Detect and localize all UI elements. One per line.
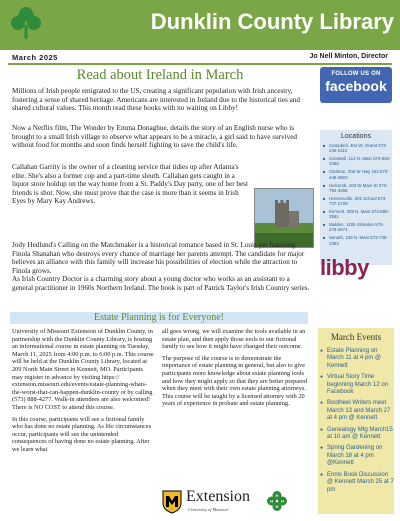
header-divider (8, 63, 392, 65)
estate-column-2 (162, 328, 310, 412)
libby-logo: libby (320, 255, 369, 280)
svg-text:H: H (275, 493, 279, 498)
estate-paragraph: In this course, participants will see a fictional family who has done no estate planning. As life circumstances occur, participants will see the unintended consequences of having done no estate planning. After we learn what (12, 415, 152, 453)
events-list (318, 348, 394, 494)
location-item: ■ Senath, 108 N. Main 573-738-2363 (329, 235, 392, 245)
estate-paragraph: University of Missouri Extension of Dunklin County, in partnership with the Dunklin County Library, is hosting an informational course in estate planning on Tuesday, March 11, 2025 from 4:00 p.m. to 6:00 p.m. This course will be held at the Dunklin County Library, located at 209 North Main Street in Kennett, MO. Participants may register in advance by visiting https:// extension.missouri.edu/events/estate-planning-whats-the-worst-that-can-happen-dunklin-county or by calling (573) 888-4277. Walk-in attendees are also welcomed! There is NO COST to attend this course. (12, 328, 154, 411)
issue-date: March 2025 (12, 53, 58, 62)
irish-castle-image (254, 188, 314, 248)
lead-paragraph-4 (12, 241, 314, 275)
lead-text-3: Callahan Garrity is the owner of a cleaning service that tidies up after Atlanta's elite. She's also a former cop and a part-time sleuth. Callahan gets caught in a liquor store holdup on the way home from a St. Paddy's Day party, one of her best friends is shot. Now, she must prove that the case is more than it seems in Irish Eyes by Mary Kay Andrews. (12, 163, 248, 206)
lead-paragraph-5 (12, 275, 312, 292)
lead-text-1: Millions of Irish people emigrated to the US, creating a significant population with Irish ancestry, fostering a sense of shared heritage. Americans are interested in Ireland due to the historical ties and shared cultural values. This month read these books with no waiting on Libby! (12, 87, 300, 113)
march-events-panel (318, 328, 394, 514)
locations-list (320, 143, 392, 246)
mizzou-shield-icon (162, 490, 182, 514)
facebook-follow-label: FOLLOW US ON (331, 71, 381, 77)
estate-paragraph: all goes wrong, we will examine the tools available in an estate plan, and then apply those tools to our fictional family to see how it might have changed their outcome. (162, 328, 306, 351)
estate-paragraph: The purpose of the course is to demonstrate the importance of estate planning in general, but also to give participants more knowledge about estate planning tools and how they might apply so that they are better prepared when they meet with their own estate planning attorneys. This course will be taught by a licensed attorney with 20 years of experience in probate and estate planning. (162, 354, 308, 408)
location-item: ■ Campbell, 404 W. Grand 573-246-2112 (329, 143, 392, 153)
svg-text:H: H (281, 498, 284, 504)
lead-paragraph-1 (12, 87, 314, 113)
event-item: ● Estate Planning on March 11 at 4 pm @ Kennett (327, 348, 394, 370)
lead-text-4: Jody Hedlund's Calling on the Matchmaker is a historical romance based in St. Louis yet featuring Finola Shanahan who destroys every chance of marriage her parents attempt. The candidate for major believes an alliance with this family will increase his possibilities of election while the attraction to Finola grows. (12, 241, 305, 275)
extension-subtitle: University of Missouri (188, 507, 229, 512)
library-title: Dunklin County Library (150, 9, 394, 34)
event-item: ● Genealogy Mtg March15 at 10 am @ Kennett (327, 427, 394, 442)
location-item: ■ Hornersville, 502 School 573-737-2728 (329, 196, 392, 206)
event-item: ● Ennis Book Discussion @ Kennett March 25 at 7 pm (327, 472, 394, 494)
event-item: ● Bootheel Writers meet March 13 and March 27 at 4 pm @ Kennett (327, 400, 394, 422)
event-item: ● Virtual Story Time beginning March 12 on Facebook (327, 374, 394, 396)
extension-name: Extension (186, 488, 250, 505)
locations-panel (320, 130, 392, 265)
lead-paragraph-2 (12, 124, 314, 150)
extension-logo (162, 488, 292, 518)
shamrock-icon (6, 3, 46, 43)
location-item: ■ Malden, 1205 Stokelan 573-276-3674 (329, 222, 392, 232)
lead-paragraph-3 (12, 163, 248, 206)
svg-text:H: H (275, 504, 279, 509)
four-h-clover-icon (266, 490, 288, 512)
location-item: ■ Cardwell, 113 N. Main 573-654-3366 (329, 156, 392, 166)
estate-column-1 (12, 328, 154, 458)
event-item: ● Spring Gardening on March 18 at 4 pm @Kennett (327, 445, 394, 467)
location-item: ■ Holcomb, 103 W Main St 573-792-3268 (329, 183, 392, 193)
events-title: March Events (330, 332, 382, 342)
lead-text-5: As Irish Country Doctor is a charming story about a young doctor who works as an assistant to a general practitioner in 1960s Northern Ireland. The book is part of Patrick Taylor's Irish Country series. (12, 275, 310, 292)
lead-headline: Read about Ireland in March (76, 67, 244, 83)
location-item: ■ Kennett, 209 N. Main 573-888-3561 (329, 209, 392, 219)
director-name: Jo Nell Minton, Director (309, 53, 388, 60)
locations-title: Locations (341, 133, 371, 140)
facebook-logo-text: facebook (325, 78, 387, 94)
facebook-follow-badge[interactable] (320, 67, 392, 103)
lead-text-2: Now a Netflix film, The Wonder by Emma Donaghue, details the story of an English nurse who is brought to a small Irish village to observe what appears to be a miracle, a girl said to have survived without food for months and soon finds herself fighting to save the child's life. (12, 124, 298, 150)
estate-section-title: Estate Planning is for Everyone! (10, 312, 308, 324)
location-item: ■ Clarkton, 205 W Hwy 162 573-448-3803 (329, 169, 392, 179)
svg-text:H: H (270, 498, 273, 504)
